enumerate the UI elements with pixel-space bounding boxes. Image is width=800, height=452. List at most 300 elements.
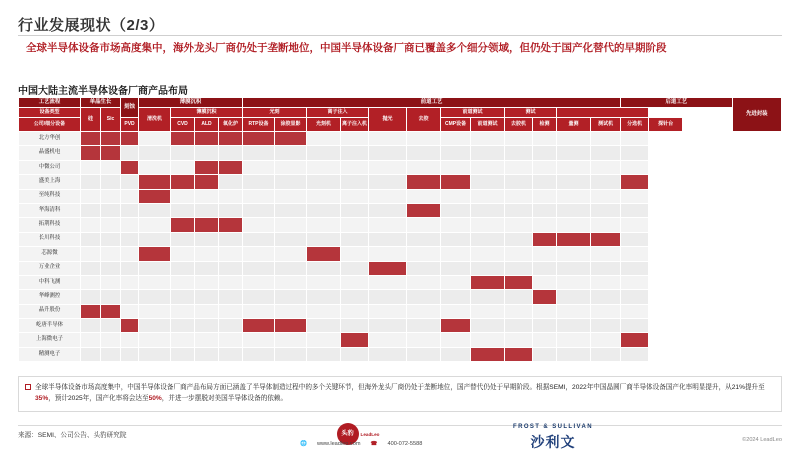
coverage-cell-empty xyxy=(557,333,591,347)
coverage-cell-empty xyxy=(557,203,591,217)
group-header-deposition-2: 薄膜沉积 xyxy=(171,108,243,118)
table-row xyxy=(19,232,782,246)
coverage-cell-empty xyxy=(139,261,171,275)
insight-note xyxy=(18,376,782,412)
coverage-cell-filled xyxy=(505,347,533,361)
coverage-cell-empty xyxy=(81,319,101,333)
coverage-cell-empty xyxy=(621,247,649,261)
coverage-cell-empty xyxy=(243,160,275,174)
matrix-head xyxy=(19,98,782,132)
key-message: 全球半导体设备市场高度集中，海外龙头厂商仍处于垄断地位，中国半导体设备厂商已覆盖多个细分领域，但仍处于国产化替代的早期阶段 xyxy=(26,42,667,54)
coverage-cell-empty xyxy=(307,347,341,361)
coverage-cell-empty xyxy=(621,203,649,217)
group-header-etch: 刻蚀 xyxy=(121,98,139,118)
coverage-cell-empty xyxy=(101,247,121,261)
coverage-cell-empty xyxy=(341,132,369,146)
coverage-cell-empty xyxy=(243,189,275,203)
coverage-cell-empty xyxy=(471,304,505,318)
matrix-table-wrapper xyxy=(18,97,782,362)
coverage-cell-filled xyxy=(341,333,369,347)
coverage-cell-empty xyxy=(171,189,195,203)
coverage-cell-empty xyxy=(195,290,219,304)
coverage-cell-empty xyxy=(219,146,243,160)
coverage-cell-empty xyxy=(341,175,369,189)
coverage-cell-filled xyxy=(101,304,121,318)
coverage-cell-empty xyxy=(369,146,407,160)
coverage-cell-empty xyxy=(505,175,533,189)
note-highlight-1: 35% xyxy=(35,394,49,402)
coverage-cell-filled xyxy=(101,146,121,160)
coverage-cell-empty xyxy=(505,304,533,318)
coverage-cell-empty xyxy=(533,275,557,289)
source-line: 来源：SEMI、公司公告、头豹研究院 xyxy=(18,432,127,439)
coverage-cell-empty xyxy=(121,146,139,160)
coverage-cell-empty xyxy=(533,132,557,146)
coverage-cell-empty xyxy=(121,347,139,361)
coverage-cell-empty xyxy=(341,290,369,304)
company-name-cell: 拓荆科技 xyxy=(19,218,81,232)
coverage-cell-empty xyxy=(407,146,441,160)
coverage-cell-empty xyxy=(407,275,441,289)
company-name-cell: 晶升股份 xyxy=(19,304,81,318)
coverage-cell-filled xyxy=(307,247,341,261)
coverage-cell-empty xyxy=(243,261,275,275)
coverage-cell-empty xyxy=(195,319,219,333)
coverage-cell-filled xyxy=(407,203,441,217)
company-name-cell: 中科飞测 xyxy=(19,275,81,289)
coverage-cell-empty xyxy=(369,132,407,146)
coverage-cell-empty xyxy=(557,304,591,318)
col-ald: ALD xyxy=(195,118,219,132)
coverage-cell-filled xyxy=(139,175,171,189)
coverage-cell-empty xyxy=(557,189,591,203)
coverage-cell-empty xyxy=(139,132,171,146)
coverage-cell-empty xyxy=(121,175,139,189)
coverage-cell-empty xyxy=(219,290,243,304)
coverage-cell-empty xyxy=(81,218,101,232)
coverage-cell-empty xyxy=(243,347,275,361)
company-name-cell: 北方华创 xyxy=(19,132,81,146)
col-clean: 清洗机 xyxy=(139,108,171,132)
coverage-cell-empty xyxy=(591,160,621,174)
coverage-cell-empty xyxy=(471,290,505,304)
table-row xyxy=(19,304,782,318)
coverage-cell-empty xyxy=(275,247,307,261)
coverage-cell-empty xyxy=(195,203,219,217)
coverage-cell-empty xyxy=(505,146,533,160)
coverage-cell-empty xyxy=(533,189,557,203)
coverage-cell-empty xyxy=(341,304,369,318)
table-row xyxy=(19,189,782,203)
col-strip-label: 前道测试 xyxy=(471,118,505,132)
coverage-cell-empty xyxy=(407,189,441,203)
coverage-cell-empty xyxy=(533,261,557,275)
coverage-cell-empty xyxy=(591,319,621,333)
coverage-cell-empty xyxy=(219,175,243,189)
coverage-cell-empty xyxy=(219,347,243,361)
coverage-cell-empty xyxy=(139,203,171,217)
coverage-cell-empty xyxy=(243,304,275,318)
coverage-cell-empty xyxy=(81,175,101,189)
bullet-square-icon xyxy=(25,384,31,390)
coverage-cell-empty xyxy=(81,232,101,246)
coverage-cell-empty xyxy=(219,247,243,261)
coverage-cell-empty xyxy=(171,275,195,289)
coverage-cell-empty xyxy=(171,333,195,347)
col-company-label: 公司/细分设备 xyxy=(19,118,81,132)
title-row xyxy=(18,14,782,35)
coverage-cell-empty xyxy=(533,333,557,347)
coverage-cell-empty xyxy=(243,290,275,304)
coverage-cell-empty xyxy=(341,146,369,160)
coverage-cell-empty xyxy=(171,203,195,217)
coverage-cell-empty xyxy=(369,347,407,361)
coverage-cell-empty xyxy=(219,261,243,275)
coverage-cell-empty xyxy=(591,132,621,146)
coverage-cell-empty xyxy=(243,203,275,217)
coverage-cell-empty xyxy=(81,203,101,217)
note-text-2: ，预计2025年，国产化率将会达至 xyxy=(48,394,149,402)
coverage-cell-empty xyxy=(307,175,341,189)
coverage-cell-empty xyxy=(621,146,649,160)
coverage-cell-empty xyxy=(369,160,407,174)
coverage-cell-empty xyxy=(195,333,219,347)
matrix-body xyxy=(19,132,782,362)
coverage-cell-empty xyxy=(101,175,121,189)
coverage-cell-empty xyxy=(275,189,307,203)
coverage-cell-empty xyxy=(81,275,101,289)
coverage-cell-empty xyxy=(275,160,307,174)
coverage-cell-filled xyxy=(101,132,121,146)
col-process-label: 工艺流程 xyxy=(19,98,81,108)
product-coverage-matrix xyxy=(18,97,782,362)
group-header-test xyxy=(557,108,649,118)
coverage-cell-filled xyxy=(441,175,471,189)
coverage-cell-empty xyxy=(505,189,533,203)
coverage-cell-empty xyxy=(557,160,591,174)
coverage-cell-filled xyxy=(171,132,195,146)
coverage-cell-empty xyxy=(219,189,243,203)
note-text-1: 全球半导体设备市场高度集中，中国半导体设备厂商产品布局方面已涵盖了半导体制造过程中的多个关键环节，但海外龙头厂商仍处于垄断地位，国产替代仍处于早期阶段。根据SEMI，2022年中国晶圆厂商半导体设备国产化率明显提升，从21%提升至 xyxy=(35,384,765,391)
coverage-cell-empty xyxy=(195,189,219,203)
coverage-cell-empty xyxy=(471,232,505,246)
coverage-cell-empty xyxy=(121,203,139,217)
coverage-cell-empty xyxy=(591,175,621,189)
coverage-cell-empty xyxy=(243,247,275,261)
coverage-cell-filled xyxy=(121,319,139,333)
coverage-cell-empty xyxy=(505,333,533,347)
coverage-cell-empty xyxy=(275,232,307,246)
coverage-cell-empty xyxy=(441,232,471,246)
coverage-cell-empty xyxy=(307,160,341,174)
coverage-cell-empty xyxy=(369,290,407,304)
coverage-cell-empty xyxy=(621,218,649,232)
coverage-cell-empty xyxy=(471,261,505,275)
coverage-cell-empty xyxy=(243,175,275,189)
coverage-cell-filled xyxy=(243,319,275,333)
coverage-cell-empty xyxy=(505,247,533,261)
coverage-cell-empty xyxy=(441,247,471,261)
coverage-cell-empty xyxy=(139,160,171,174)
coverage-cell-empty xyxy=(81,247,101,261)
coverage-cell-empty xyxy=(441,304,471,318)
table-row xyxy=(19,146,782,160)
coverage-cell-empty xyxy=(407,232,441,246)
coverage-cell-empty xyxy=(621,304,649,318)
coverage-cell-filled xyxy=(505,275,533,289)
coverage-cell-empty xyxy=(121,218,139,232)
coverage-cell-filled xyxy=(195,160,219,174)
coverage-cell-empty xyxy=(243,333,275,347)
company-name-cell: 精测电子 xyxy=(19,347,81,361)
col-handler: 分选机 xyxy=(621,118,649,132)
front-end-label: 前道工艺 xyxy=(243,98,621,108)
coverage-cell-filled xyxy=(243,132,275,146)
coverage-cell-empty xyxy=(441,160,471,174)
coverage-cell-empty xyxy=(307,304,341,318)
coverage-cell-empty xyxy=(171,304,195,318)
coverage-cell-empty xyxy=(471,333,505,347)
coverage-cell-empty xyxy=(341,261,369,275)
table-row xyxy=(19,347,782,361)
col-inspection: 检测 xyxy=(533,118,557,132)
coverage-cell-empty xyxy=(471,247,505,261)
coverage-cell-filled xyxy=(621,175,649,189)
coverage-cell-empty xyxy=(307,261,341,275)
coverage-cell-empty xyxy=(557,261,591,275)
coverage-cell-empty xyxy=(81,261,101,275)
coverage-cell-empty xyxy=(195,275,219,289)
coverage-cell-empty xyxy=(121,247,139,261)
coverage-cell-empty xyxy=(407,304,441,318)
coverage-cell-empty xyxy=(219,319,243,333)
coverage-cell-empty xyxy=(121,189,139,203)
coverage-cell-empty xyxy=(621,232,649,246)
coverage-cell-filled xyxy=(369,261,407,275)
coverage-cell-empty xyxy=(307,146,341,160)
company-name-cell: 华峰测控 xyxy=(19,290,81,304)
coverage-cell-empty xyxy=(533,247,557,261)
coverage-cell-empty xyxy=(307,319,341,333)
coverage-cell-empty xyxy=(369,247,407,261)
coverage-cell-empty xyxy=(275,203,307,217)
coverage-cell-empty xyxy=(621,189,649,203)
coverage-cell-empty xyxy=(139,275,171,289)
group-header-cmp: 去胶 xyxy=(407,108,441,132)
coverage-cell-empty xyxy=(101,333,121,347)
coverage-cell-filled xyxy=(533,290,557,304)
coverage-cell-empty xyxy=(307,218,341,232)
coverage-cell-filled xyxy=(195,218,219,232)
coverage-cell-empty xyxy=(139,290,171,304)
coverage-cell-empty xyxy=(505,160,533,174)
company-name-cell: 芯源微 xyxy=(19,247,81,261)
coverage-cell-empty xyxy=(505,232,533,246)
coverage-cell-empty xyxy=(195,261,219,275)
coverage-cell-empty xyxy=(341,203,369,217)
table-row xyxy=(19,203,782,217)
table-row xyxy=(19,290,782,304)
coverage-cell-empty xyxy=(407,160,441,174)
coverage-cell-empty xyxy=(407,247,441,261)
coverage-cell-empty xyxy=(591,203,621,217)
coverage-cell-empty xyxy=(275,275,307,289)
coverage-cell-filled xyxy=(471,275,505,289)
coverage-cell-empty xyxy=(505,218,533,232)
coverage-cell-empty xyxy=(369,175,407,189)
coverage-cell-empty xyxy=(533,304,557,318)
coverage-cell-empty xyxy=(243,218,275,232)
coverage-cell-empty xyxy=(121,290,139,304)
coverage-cell-empty xyxy=(81,333,101,347)
company-name-cell: 中微公司 xyxy=(19,160,81,174)
coverage-cell-empty xyxy=(441,290,471,304)
coverage-cell-empty xyxy=(219,275,243,289)
coverage-cell-empty xyxy=(533,203,557,217)
col-si: 硅 xyxy=(81,108,101,132)
coverage-cell-filled xyxy=(121,160,139,174)
coverage-cell-empty xyxy=(505,290,533,304)
coverage-cell-empty xyxy=(557,132,591,146)
coverage-cell-empty xyxy=(441,347,471,361)
contact-row xyxy=(300,441,480,447)
coverage-cell-empty xyxy=(621,261,649,275)
coverage-cell-filled xyxy=(195,175,219,189)
coverage-cell-empty xyxy=(369,203,407,217)
coverage-cell-empty xyxy=(407,319,441,333)
coverage-cell-empty xyxy=(81,347,101,361)
coverage-cell-empty xyxy=(557,146,591,160)
coverage-cell-empty xyxy=(591,218,621,232)
coverage-cell-empty xyxy=(101,232,121,246)
coverage-cell-empty xyxy=(557,319,591,333)
coverage-cell-empty xyxy=(533,175,557,189)
coverage-cell-empty xyxy=(101,160,121,174)
coverage-cell-empty xyxy=(81,160,101,174)
website-link[interactable]: www.leadleo.com xyxy=(316,441,361,447)
coverage-cell-empty xyxy=(139,146,171,160)
company-name-cell: 至纯科技 xyxy=(19,189,81,203)
table-row xyxy=(19,319,782,333)
group-header-implant: 抛光 xyxy=(369,108,407,132)
copyright: ©2024 LeadLeo xyxy=(742,437,782,443)
coverage-cell-empty xyxy=(621,290,649,304)
coverage-cell-empty xyxy=(275,218,307,232)
table-row xyxy=(19,175,782,189)
coverage-cell-empty xyxy=(505,203,533,217)
coverage-cell-empty xyxy=(101,203,121,217)
coverage-cell-empty xyxy=(591,189,621,203)
coverage-cell-empty xyxy=(369,232,407,246)
coverage-cell-empty xyxy=(591,333,621,347)
coverage-cell-empty xyxy=(275,333,307,347)
coverage-cell-empty xyxy=(307,132,341,146)
coverage-cell-filled xyxy=(219,132,243,146)
coverage-cell-empty xyxy=(441,132,471,146)
matrix-head-row-1 xyxy=(19,98,782,108)
note-highlight-2: 50% xyxy=(148,394,162,402)
coverage-cell-empty xyxy=(621,275,649,289)
coverage-cell-empty xyxy=(171,319,195,333)
col-equipment-type-label: 设备类型 xyxy=(19,108,81,118)
coverage-cell-empty xyxy=(81,290,101,304)
table-row xyxy=(19,218,782,232)
col-cvd: CVD xyxy=(171,118,195,132)
coverage-cell-empty xyxy=(171,261,195,275)
coverage-cell-empty xyxy=(591,261,621,275)
coverage-cell-empty xyxy=(341,232,369,246)
coverage-cell-empty xyxy=(407,290,441,304)
coverage-cell-filled xyxy=(275,132,307,146)
coverage-cell-empty xyxy=(219,333,243,347)
coverage-cell-empty xyxy=(557,275,591,289)
coverage-cell-empty xyxy=(171,290,195,304)
coverage-cell-empty xyxy=(101,189,121,203)
coverage-cell-empty xyxy=(407,261,441,275)
coverage-cell-empty xyxy=(591,304,621,318)
coverage-cell-empty xyxy=(471,218,505,232)
coverage-cell-empty xyxy=(275,290,307,304)
coverage-cell-empty xyxy=(341,347,369,361)
coverage-cell-filled xyxy=(557,232,591,246)
coverage-cell-empty xyxy=(441,189,471,203)
col-advanced-packaging: 先进封装 xyxy=(732,98,781,132)
coverage-cell-empty xyxy=(505,261,533,275)
coverage-cell-empty xyxy=(341,319,369,333)
coverage-cell-empty xyxy=(441,218,471,232)
coverage-cell-empty xyxy=(557,247,591,261)
col-pvd: PVD xyxy=(121,118,139,132)
coverage-cell-empty xyxy=(557,218,591,232)
coverage-cell-filled xyxy=(121,132,139,146)
coverage-cell-empty xyxy=(307,203,341,217)
coverage-cell-empty xyxy=(471,203,505,217)
phone-icon: ☎ xyxy=(370,441,378,447)
col-sic: Sic xyxy=(101,108,121,132)
back-end-label: 后道工艺 xyxy=(621,98,732,108)
coverage-cell-empty xyxy=(621,319,649,333)
coverage-cell-empty xyxy=(505,319,533,333)
coverage-cell-empty xyxy=(275,304,307,318)
globe-icon: 🌐 xyxy=(300,441,307,447)
coverage-cell-filled xyxy=(195,132,219,146)
coverage-cell-empty xyxy=(243,275,275,289)
coverage-cell-filled xyxy=(275,319,307,333)
title-divider xyxy=(18,35,782,36)
coverage-cell-empty xyxy=(369,319,407,333)
coverage-cell-filled xyxy=(139,189,171,203)
coverage-cell-empty xyxy=(533,160,557,174)
phone-number: 400-072-5588 xyxy=(387,441,423,447)
col-coater-developer: 涂胶显影 xyxy=(275,118,307,132)
coverage-cell-filled xyxy=(591,232,621,246)
coverage-cell-empty xyxy=(195,247,219,261)
coverage-cell-empty xyxy=(101,218,121,232)
coverage-cell-empty xyxy=(101,319,121,333)
coverage-cell-empty xyxy=(591,347,621,361)
coverage-cell-empty xyxy=(139,218,171,232)
coverage-cell-empty xyxy=(591,290,621,304)
col-stripper: 去胶机 xyxy=(505,118,533,132)
coverage-cell-empty xyxy=(195,347,219,361)
coverage-cell-empty xyxy=(121,304,139,318)
col-prober: 探针台 xyxy=(649,118,683,132)
group-header-deposition: 薄膜沉积 xyxy=(139,98,243,108)
coverage-cell-empty xyxy=(171,347,195,361)
coverage-cell-empty xyxy=(621,132,649,146)
coverage-cell-empty xyxy=(441,333,471,347)
coverage-cell-filled xyxy=(81,146,101,160)
